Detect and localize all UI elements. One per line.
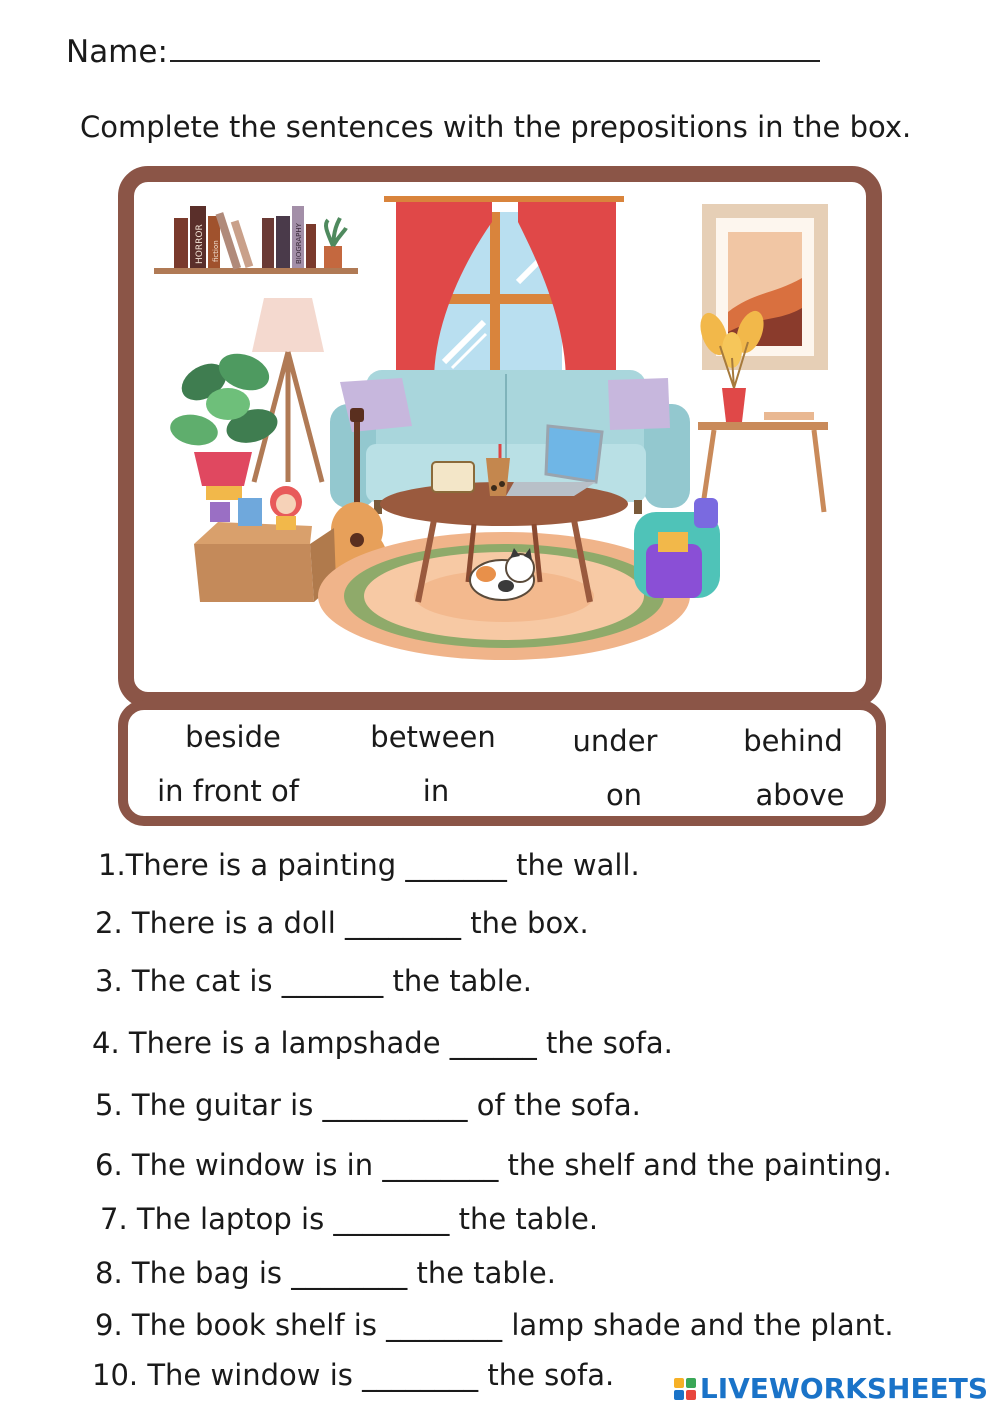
sentence-2: 2. There is a doll ________ the box. xyxy=(95,906,589,940)
food-box xyxy=(432,462,474,492)
word-in-front-of: in front of xyxy=(157,774,299,808)
toy-box xyxy=(194,498,336,602)
potted-plant xyxy=(168,347,281,500)
sentence-7: 7. The laptop is ________ the table. xyxy=(100,1202,599,1236)
liveworksheets-logo-icon xyxy=(674,1378,696,1400)
living-room-scene xyxy=(134,182,866,692)
word-beside: beside xyxy=(185,720,281,754)
sentence-10: 10. The window is ________ the sofa. xyxy=(92,1358,615,1392)
backpack xyxy=(634,498,720,598)
sentence-5: 5. The guitar is __________ of the sofa. xyxy=(95,1088,641,1122)
word-above: above xyxy=(755,778,845,812)
word-on: on xyxy=(605,778,643,812)
liveworksheets-brand xyxy=(674,1372,988,1405)
brand-text: LIVEWORKSHEETS xyxy=(699,1372,988,1405)
living-room-illustration xyxy=(118,166,882,708)
book-spine-horror: HORROR xyxy=(195,224,205,264)
sentence-6: 6. The window is in ________ the shelf and the painting. xyxy=(95,1148,892,1182)
doll xyxy=(270,486,302,530)
sentence-1: 1.There is a painting _______ the wall. xyxy=(98,848,640,882)
floor-lamp xyxy=(252,298,324,482)
sentence-8: 8. The bag is ________ the table. xyxy=(95,1256,556,1290)
name-blank-line[interactable] xyxy=(170,34,820,62)
sentence-3: 3. The cat is _______ the table. xyxy=(95,964,532,998)
word-between: between xyxy=(370,720,496,754)
instruction-text: Complete the sentences with the prepositions in the box. xyxy=(80,110,912,144)
bookshelf xyxy=(154,206,358,274)
word-behind: behind xyxy=(743,724,843,758)
sentence-9: 9. The book shelf is ________ lamp shade and the plant. xyxy=(95,1308,894,1342)
book-spine-biography: BIOGRAPHY xyxy=(295,223,303,264)
book-spine-fiction: fiction xyxy=(212,240,220,262)
name-field xyxy=(66,34,820,70)
word-in: in xyxy=(422,774,450,808)
sentence-4: 4. There is a lampshade ______ the sofa. xyxy=(92,1026,673,1060)
curtain-rod xyxy=(384,196,624,202)
word-under: under xyxy=(572,724,658,758)
name-label: Name: xyxy=(66,34,168,70)
preposition-word-box xyxy=(118,700,886,826)
